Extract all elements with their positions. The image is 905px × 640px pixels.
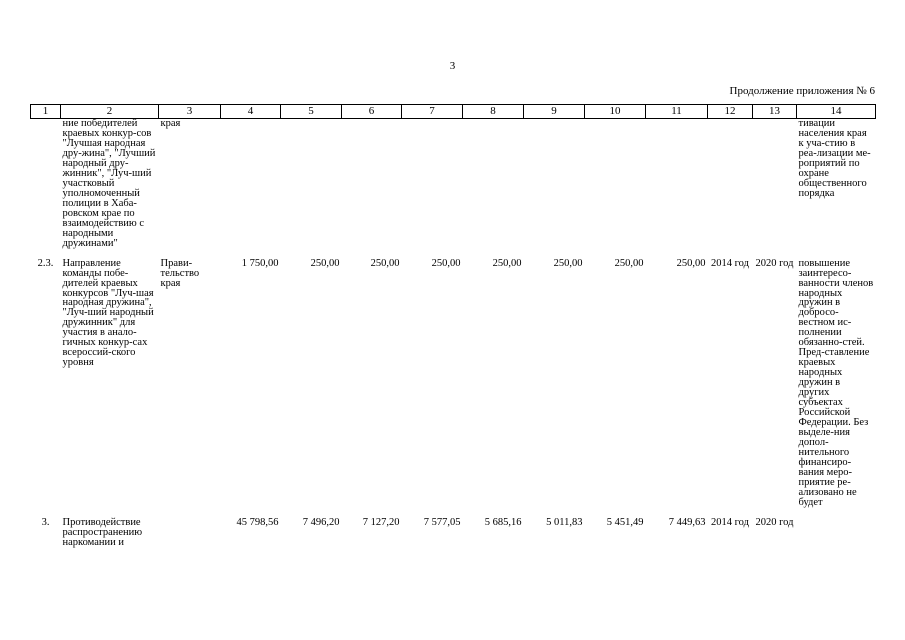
expected-result (797, 516, 876, 556)
start-year (708, 119, 753, 257)
header-row (31, 105, 876, 119)
amount-2017: 5 685,16 (484, 516, 522, 528)
column-header: 13 (753, 105, 797, 119)
column-header: 7 (402, 105, 463, 119)
executor: Прави-тельство края (160, 257, 200, 289)
table-row (31, 257, 876, 516)
amount-2014: 250,00 (310, 257, 340, 269)
column-header: 6 (342, 105, 402, 119)
row-number: 2.3. (37, 257, 54, 269)
total-amount: 45 798,56 (236, 516, 279, 528)
total-amount: 1 750,00 (241, 257, 279, 269)
amount-2016 (402, 119, 463, 257)
amount-2019: 250,00 (614, 257, 644, 269)
amount-2017 (463, 119, 524, 257)
end-year: 2020 год (755, 257, 794, 269)
amount-2020 (646, 119, 708, 257)
measure-name: Противодействие распространению наркомании и (62, 516, 143, 548)
expected-result: тивации населения края к уча-стию в реа-лизации ме-роприятий по охране общественного порядка (798, 118, 871, 199)
executor (159, 516, 221, 556)
continuation-title: Продолжение приложения № 6 (729, 85, 875, 97)
amount-2015: 7 127,20 (362, 516, 400, 528)
row-number (31, 119, 61, 257)
amount-2018: 5 011,83 (546, 516, 583, 528)
column-header: 4 (221, 105, 281, 119)
column-header: 14 (797, 105, 876, 119)
start-year: 2014 год (711, 257, 749, 269)
page-number: 3 (449, 60, 456, 72)
amount-2018: 250,00 (553, 257, 583, 269)
column-header: 12 (708, 105, 753, 119)
row-number: 3. (41, 516, 50, 528)
measure-name: ние победителей краевых конкур-сов "Лучшая народная дру-жина", "Лучший народный дру-жинник", "Луч-ший участковый уполномоченный полиции в Хаба-ровском крае по взаимодействию с народными дружинами" (62, 118, 156, 249)
amount-2018 (524, 119, 585, 257)
column-header: 11 (646, 105, 708, 119)
amount-2014 (281, 119, 342, 257)
column-header: 3 (159, 105, 221, 119)
column-header: 5 (281, 105, 342, 119)
annex-table (30, 104, 876, 556)
column-header: 1 (31, 105, 61, 119)
column-header: 8 (463, 105, 524, 119)
amount-2016: 7 577,05 (423, 516, 461, 528)
amount-2016: 250,00 (431, 257, 461, 269)
end-year: 2020 год (755, 516, 794, 528)
measure-name: Направление команды побе-дителей краевых конкурсов "Луч-шая народная дружина", "Луч-ший народный дружинник" для участия в анало-гичных конкур-сах всероссий-ского уровня (62, 257, 154, 369)
amount-2020: 250,00 (676, 257, 706, 269)
end-year (753, 119, 797, 257)
column-header: 9 (524, 105, 585, 119)
amount-2014: 7 496,20 (302, 516, 340, 528)
start-year: 2014 год (711, 516, 749, 528)
amount-2019: 5 451,49 (606, 516, 644, 528)
amount-2015: 250,00 (370, 257, 400, 269)
total-amount (221, 119, 281, 257)
table-row (31, 119, 876, 257)
column-header: 2 (61, 105, 159, 119)
amount-2015 (342, 119, 402, 257)
amount-2020: 7 449,63 (668, 516, 706, 528)
table-row (31, 516, 876, 556)
amount-2017: 250,00 (492, 257, 522, 269)
amount-2019 (585, 119, 646, 257)
expected-result: повышение заинтересо-ванности членов народных дружин в добросо-вестном ис-полнении обязанно-стей. Пред-ставление краевых народных дружин в других субъектах Российской Федерации. Без выделе-ния допол-нительного финансиро-вания меро-приятие ре-ализовано не будет (798, 257, 874, 508)
column-header: 10 (585, 105, 646, 119)
executor: края (160, 118, 181, 129)
